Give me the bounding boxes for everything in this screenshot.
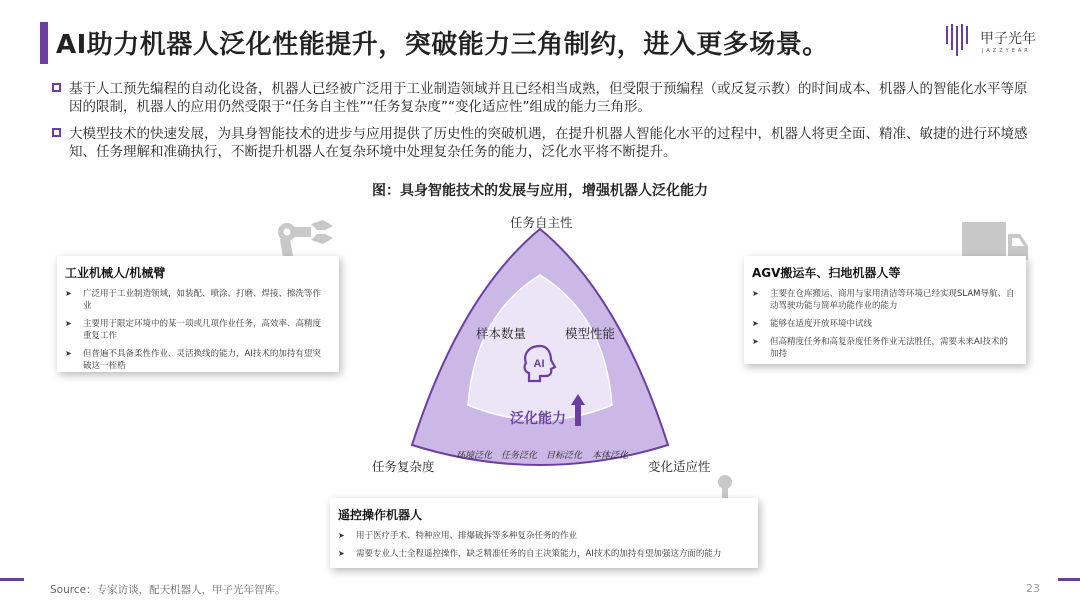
page-title: AI助力机器人泛化性能提升，突破能力三角制约，进入更多场景。 — [56, 30, 829, 60]
card-item: ➤ 但普遍不具备柔性作业、灵活换线的能力，AI技术的加持有望突破这一桎梏 — [65, 349, 321, 371]
logo-mark-icon — [944, 22, 974, 58]
inner-left-label: 样本数量 — [476, 326, 527, 341]
bullet-1 — [52, 80, 1037, 116]
arrow-icon: ➤ — [338, 549, 345, 558]
card-title: 遥控操作机器人 — [338, 508, 423, 522]
title-accent-bar — [40, 22, 48, 64]
bullet-text: 基于人工预先编程的自动化设备，机器人已经被广泛用于工业制造领域并且已经相当成熟，但受限于预编程（或反复示教）的时间成本、机器人的智能化水平等原因的限制，机器人的应用仍然受限于“任务自主性”“任务复杂度”“变化适应性”组成的能力三角形。 — [69, 81, 1028, 115]
arrow-icon: ➤ — [752, 289, 759, 298]
card-remote-robot — [330, 498, 758, 568]
arrow-icon: ➤ — [338, 531, 345, 540]
card-title: 工业机械人/机械臂 — [65, 266, 166, 280]
inner-right-label: 模型性能 — [565, 326, 616, 341]
card-title: AGV搬运车、扫地机器人等 — [752, 266, 901, 280]
page-number: 23 — [1026, 582, 1040, 595]
arrow-icon: ➤ — [65, 349, 72, 358]
tag-environment: 环境泛化 — [456, 451, 493, 461]
figure-caption: 图：具身智能技术的发展与应用，增强机器人泛化能力 — [372, 183, 708, 199]
up-arrow-icon — [570, 393, 586, 427]
generalization-ability-label: 泛化能力 — [510, 411, 566, 427]
tag-target: 目标泛化 — [546, 451, 583, 461]
bullet-square-icon — [52, 128, 61, 137]
axis-top-label: 任务自主性 — [510, 215, 573, 230]
card-item: ➤ 能够在适度开放环境中试线 — [752, 319, 873, 329]
arrow-icon: ➤ — [65, 289, 72, 298]
footer-accent-right — [1058, 578, 1080, 581]
arrow-icon: ➤ — [752, 337, 759, 346]
card-industrial-robot — [57, 256, 339, 372]
card-item: ➤ 但高精度任务和高复杂度任务作业无法胜任，需要未来AI技术的加持 — [752, 337, 1008, 359]
ai-brain-icon — [520, 343, 560, 387]
card-item: ➤ 主要用于限定环境中的某一项或几项作业任务，高效率、高精度重复工作 — [65, 319, 322, 341]
axis-left-label: 任务复杂度 — [372, 459, 435, 474]
logo-text-cn: 甲子光年 — [980, 31, 1036, 47]
tag-body: 本体泛化 — [592, 451, 629, 461]
arrow-icon: ➤ — [65, 319, 72, 328]
logo-text-en: JAZZYEAR — [982, 48, 1031, 54]
card-item: ➤ 广泛用于工业制造领域，如装配、喷涂、打磨、焊接、擦洗等作业 — [65, 289, 322, 311]
axis-right-label: 变化适应性 — [648, 459, 711, 474]
svg-text:AI: AI — [533, 358, 545, 370]
card-agv-robot — [744, 256, 1026, 364]
tag-task: 任务泛化 — [501, 451, 538, 461]
card-item: ➤ 用于医疗手术、特种应用、排爆破拆等多种复杂任务的作业 — [338, 531, 578, 541]
bullet-2 — [52, 125, 1037, 161]
card-item: ➤ 需要专业人士全程遥控操作，缺乏精准任务的自主决策能力，AI技术的加持有望加强这方面的能力 — [338, 549, 722, 559]
brand-logo — [944, 22, 1054, 62]
bullet-text: 大模型技术的快速发展，为具身智能技术的进步与应用提供了历史性的突破机遇，在提升机器人智能化水平的过程中，机器人将更全面、精准、敏捷的进行环境感知、任务理解和准确执行，不断提升机器人在复杂环境中处理复杂任务的能力，泛化水平将不断提升。 — [69, 126, 1028, 160]
card-item: ➤ 主要在仓库搬运、商用与家用清洁等环境已经实现SLAM导航、自动驾驶功能与简单功能作业的能力 — [752, 289, 1015, 311]
arrow-icon: ➤ — [752, 319, 759, 328]
source-note: Source：专家访谈，配天机器人，甲子光年智库。 — [50, 584, 286, 596]
bullet-square-icon — [52, 83, 61, 92]
footer-accent-left — [0, 578, 24, 581]
